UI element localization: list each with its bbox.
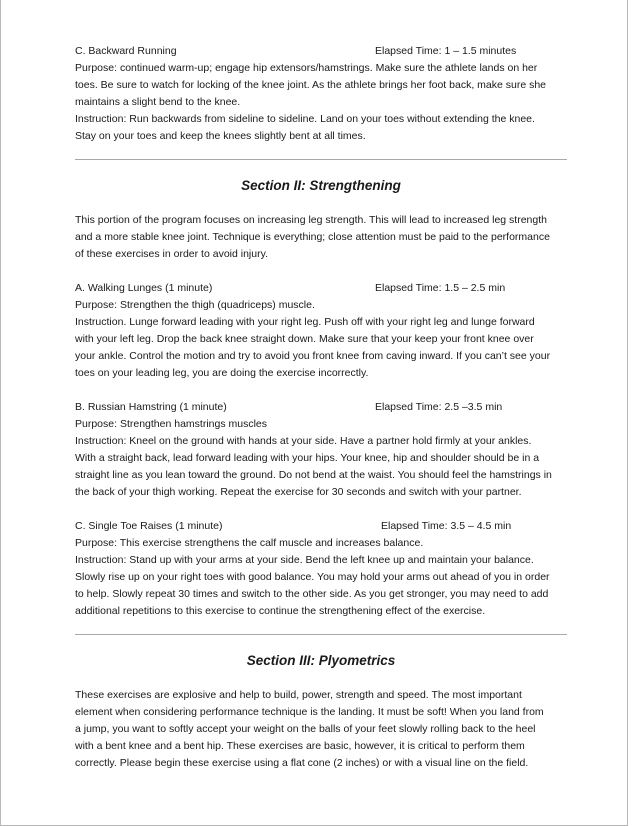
exercise-title: A. Walking Lunges (1 minute)	[75, 282, 213, 294]
elapsed-time: Elapsed Time: 3.5 – 4.5 min	[381, 520, 512, 532]
section-intro	[75, 687, 567, 772]
text-line: Purpose: This exercise strengthens the calf muscle and increases balance.	[75, 537, 424, 549]
text-line: Instruction. Lunge forward leading with your right leg. Push off with your right leg and lunge forward	[75, 316, 535, 328]
text-line: of these exercises in order to avoid injury.	[75, 248, 268, 260]
exercise-title: C. Backward Running	[75, 45, 177, 57]
text-line: With a straight back, lead forward leading with your hips. Your knee, hip and shoulder should be in a	[75, 452, 540, 464]
text-line: additional repetitions to this exercise to continue the strengthening effect of the exercise.	[75, 605, 486, 617]
exercise-header	[75, 518, 567, 535]
paragraph-gap	[75, 382, 567, 399]
text-line: maintains a slight bend to the knee.	[75, 96, 241, 108]
exercise-title: C. Single Toe Raises (1 minute)	[75, 520, 223, 532]
elapsed-time: Elapsed Time: 2.5 –3.5 min	[375, 401, 503, 413]
text-line: with a bent knee and a bent hip. These exercises are basic, however, it is critical to perform them	[75, 740, 525, 752]
text-line: Stay on your toes and keep the knees slightly bent at all times.	[75, 130, 366, 142]
text-line: correctly. Please begin these exercise using a flat cone (2 inches) or with a visual line on the field.	[75, 757, 529, 769]
text-line: toes on your leading leg, you are doing the exercise incorrectly.	[75, 367, 369, 379]
page-border-left	[0, 0, 1, 826]
text-line: your ankle. Control the motion and try to avoid you front knee from caving inward. If you can’t see your	[75, 350, 551, 362]
exercise-walking-lunges	[75, 280, 567, 382]
text-line: These exercises are explosive and help to build, power, strength and speed. The most important	[75, 689, 522, 701]
document-body	[75, 43, 567, 772]
horizontal-rule	[75, 159, 567, 160]
exercise-title: B. Russian Hamstring (1 minute)	[75, 401, 227, 413]
section-title-plyometrics: Section III: Plyometrics	[246, 653, 396, 668]
text-line: and a more stable knee joint. Technique is everything; close attention must be paid to the performance	[75, 231, 550, 243]
text-line: Purpose: continued warm-up; engage hip extensors/hamstrings. Make sure the athlete lands on her	[75, 62, 538, 74]
page-border-right	[627, 0, 628, 826]
text-line: with your left leg. Drop the back knee straight down. Make sure that your keep your front knee over	[75, 333, 534, 345]
exercise-header	[75, 43, 567, 60]
text-line: Instruction: Kneel on the ground with hands at your side. Have a partner hold firmly at your ankles.	[75, 435, 532, 447]
horizontal-rule	[75, 634, 567, 635]
exercise-header	[75, 280, 567, 297]
text-line: Purpose: Strengthen the thigh (quadriceps) muscle.	[75, 299, 315, 311]
text-line: Instruction: Stand up with your arms at your side. Bend the left knee up and maintain your balance.	[75, 554, 534, 566]
section-intro	[75, 212, 567, 263]
text-line: to help. Slowly repeat 30 times and switch to the other side. As you get stronger, you may need to add	[75, 588, 549, 600]
text-line: a jump, you want to softly accept your weight on the balls of your feet slowly rolling back to the heel	[75, 723, 536, 735]
paragraph-gap	[75, 501, 567, 518]
elapsed-time: Elapsed Time: 1 – 1.5 minutes	[375, 45, 517, 57]
exercise-single-toe-raises	[75, 518, 567, 620]
exercise-backward-running	[75, 43, 567, 145]
text-line: Slowly rise up on your right toes with good balance. You may hold your arms out ahead of you in order	[75, 571, 550, 583]
exercise-header	[75, 399, 567, 416]
text-line: the back of your thigh working. Repeat the exercise for 30 seconds and switch with your partner.	[75, 486, 522, 498]
text-line: straight line as you lean toward the ground. Do not bend at the waist. You should feel the hamstrings in	[75, 469, 552, 481]
section-title-strengthening: Section II: Strengthening	[241, 178, 401, 193]
text-line: Instruction: Run backwards from sideline to sideline. Land on your toes without extending the knee.	[75, 113, 535, 125]
elapsed-time: Elapsed Time: 1.5 – 2.5 min	[375, 282, 506, 294]
paragraph-gap	[75, 263, 567, 280]
exercise-russian-hamstring	[75, 399, 567, 501]
text-line: This portion of the program focuses on increasing leg strength. This will lead to increased leg strength	[75, 214, 547, 226]
text-line: toes. Be sure to watch for locking of the knee joint. As the athlete brings her foot back, make sure she	[75, 79, 547, 91]
text-line: Purpose: Strengthen hamstrings muscles	[75, 418, 268, 430]
text-line: element when considering performance technique is the landing. It must be soft! When you land from	[75, 706, 544, 718]
